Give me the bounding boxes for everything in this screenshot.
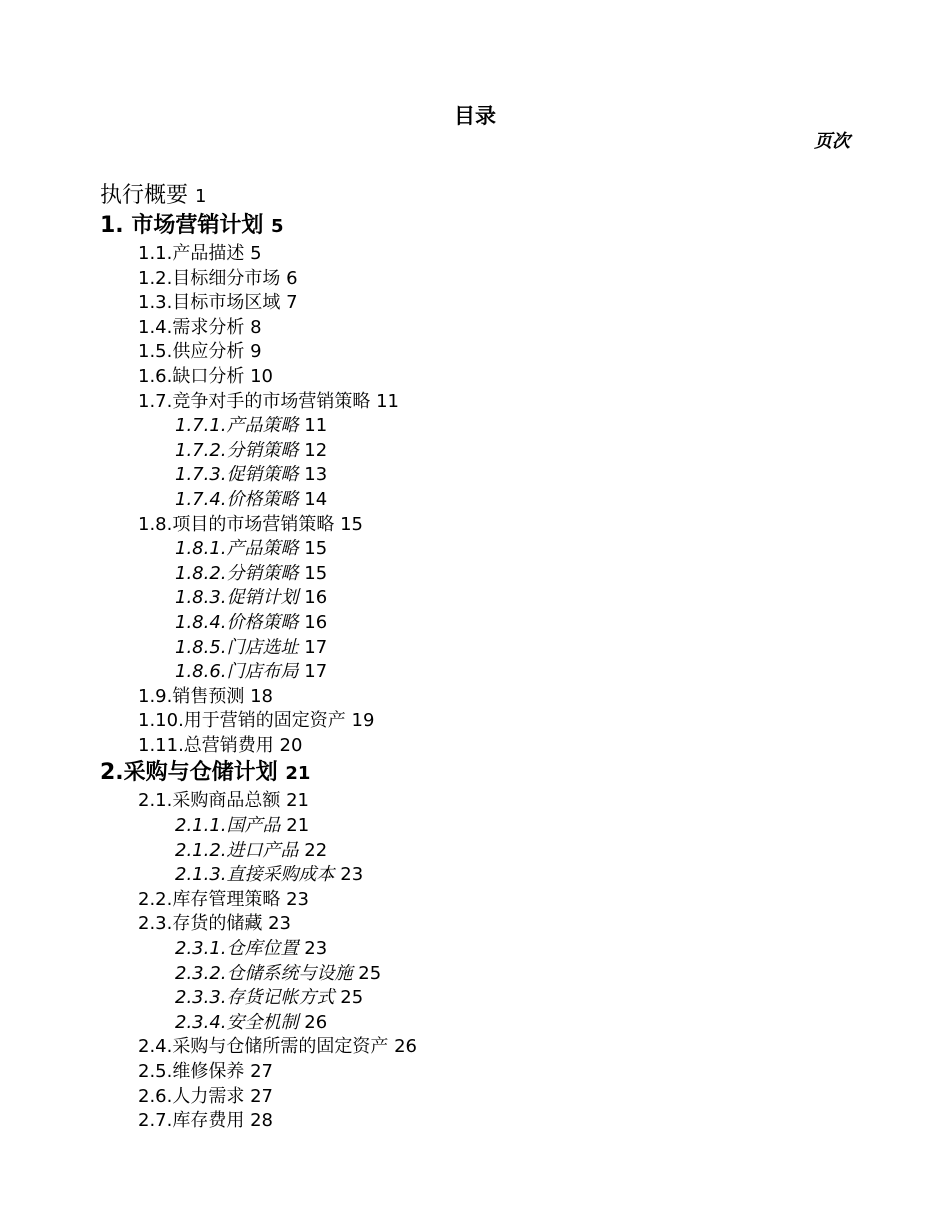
toc-entry[interactable] — [100, 636, 850, 661]
toc-entry-title: 1.7.2.分销策略 — [175, 439, 299, 461]
toc-entry[interactable] — [100, 513, 850, 538]
toc-entry-title: 2.采购与仓储计划 — [100, 760, 278, 786]
toc-entry-page-number: 26 — [394, 1036, 417, 1058]
toc-entry-title: 1.3.目标市场区域 — [138, 292, 281, 314]
toc-entry-title: 2.4.采购与仓储所需的固定资产 — [138, 1036, 389, 1058]
toc-entry-page-number: 23 — [268, 913, 291, 935]
toc-entry-title: 2.5.维修保养 — [138, 1061, 245, 1082]
toc-entry-title: 1.9.销售预测 — [138, 685, 245, 707]
toc-entry-title: 1.8.5.门店选址 — [175, 636, 299, 658]
toc-entry-page-number: 13 — [304, 464, 328, 486]
toc-entry-title: 1.8.4.价格策略 — [175, 611, 299, 633]
toc-entry[interactable] — [100, 365, 850, 390]
toc-entry-title: 执行概要 — [100, 183, 189, 208]
toc-entry[interactable] — [100, 888, 850, 913]
toc-entry-title: 1.7.3.促销策略 — [175, 464, 299, 486]
toc-entry[interactable] — [100, 1060, 850, 1085]
toc-entry[interactable] — [100, 562, 850, 587]
toc-entry-page-number: 11 — [304, 415, 328, 437]
toc-entry-title: 1.7.4.价格策略 — [175, 488, 299, 510]
toc-entry-page-number: 14 — [304, 488, 328, 510]
toc-entry-page-number: 23 — [304, 938, 328, 960]
toc-entry-page-number: 22 — [304, 839, 328, 861]
toc-entry-title: 2.3.1.仓库位置 — [175, 938, 299, 960]
toc-entry-page-number: 16 — [304, 587, 328, 609]
toc-entry[interactable] — [100, 242, 850, 267]
toc-entry-title: 2.3.2.仓储系统与设施 — [175, 962, 353, 984]
toc-entry-title: 1. 市场营销计划 — [100, 213, 264, 238]
toc-entry-page-number: 5 — [271, 216, 284, 237]
toc-entry-title: 1.8.1.产品策略 — [175, 538, 299, 560]
toc-entry-page-number: 15 — [340, 513, 363, 535]
toc-entry-title: 2.1.3.直接采购成本 — [175, 864, 335, 886]
toc-entry-page-number: 11 — [376, 390, 399, 412]
toc-entry[interactable] — [100, 267, 850, 292]
page-title: 目录 — [454, 104, 496, 128]
toc-entry-title: 1.8.6.门店布局 — [175, 661, 299, 683]
toc-entry[interactable] — [100, 1085, 850, 1110]
toc-entry[interactable] — [100, 181, 850, 211]
toc-entry[interactable] — [100, 488, 850, 513]
toc-entry[interactable] — [100, 685, 850, 710]
toc-entry[interactable] — [100, 709, 850, 734]
toc-entry-page-number: 26 — [304, 1011, 328, 1033]
toc-entry[interactable] — [100, 839, 850, 864]
toc-entry[interactable] — [100, 962, 850, 987]
toc-entry-page-number: 7 — [286, 292, 298, 314]
toc-entry-page-number: 28 — [250, 1110, 273, 1132]
page-column-label: 页次 — [814, 131, 850, 152]
toc-entry-title: 1.7.竞争对手的市场营销策略 — [138, 390, 371, 412]
toc-entry-page-number: 19 — [351, 710, 375, 732]
toc-entry[interactable] — [100, 660, 850, 685]
toc-entry[interactable] — [100, 340, 850, 365]
toc-entry-page-number: 5 — [250, 243, 262, 264]
toc-entry[interactable] — [100, 1035, 850, 1060]
table-of-contents — [100, 181, 850, 1134]
toc-entry-page-number: 20 — [279, 734, 303, 756]
toc-entry-title: 2.6.人力需求 — [138, 1085, 245, 1107]
toc-entry-page-number: 17 — [304, 636, 328, 658]
toc-entry-title: 2.1.2.进口产品 — [175, 839, 299, 861]
toc-entry-title: 1.8.3.促销计划 — [175, 587, 299, 609]
toc-entry-title: 1.1.产品描述 — [138, 243, 245, 264]
toc-entry[interactable] — [100, 463, 850, 488]
toc-entry[interactable] — [100, 611, 850, 636]
toc-entry[interactable] — [100, 439, 850, 464]
toc-entry-page-number: 27 — [250, 1085, 273, 1107]
toc-entry-page-number: 27 — [250, 1061, 273, 1082]
toc-entry-title: 2.1.1.国产品 — [175, 815, 281, 837]
toc-entry[interactable] — [100, 734, 850, 759]
toc-entry-title: 2.3.3.存货记帐方式 — [175, 987, 335, 1009]
toc-entry-title: 1.6.缺口分析 — [138, 365, 245, 387]
toc-entry-title: 2.7.库存费用 — [138, 1110, 245, 1132]
toc-entry-title: 2.1.采购商品总额 — [138, 790, 281, 812]
toc-entry-title: 1.5.供应分析 — [138, 341, 245, 363]
toc-entry-page-number: 8 — [250, 316, 262, 338]
toc-entry[interactable] — [100, 291, 850, 316]
toc-entry[interactable] — [100, 986, 850, 1011]
toc-entry-page-number: 21 — [286, 790, 309, 812]
toc-entry-page-number: 9 — [250, 341, 262, 363]
toc-entry[interactable] — [100, 937, 850, 962]
toc-entry-title: 2.3.存货的储藏 — [138, 913, 263, 935]
toc-entry[interactable] — [100, 814, 850, 839]
toc-entry-page-number: 17 — [304, 661, 328, 683]
toc-entry-title: 1.2.目标细分市场 — [138, 267, 281, 289]
toc-entry-page-number: 1 — [195, 186, 207, 207]
toc-entry-page-number: 23 — [286, 888, 309, 910]
toc-entry-page-number: 21 — [286, 815, 310, 837]
toc-entry-page-number: 21 — [285, 763, 311, 785]
toc-entry-title: 1.11.总营销费用 — [138, 734, 274, 756]
toc-entry-page-number: 15 — [304, 562, 328, 584]
toc-entry-title: 1.4.需求分析 — [138, 316, 245, 338]
toc-entry-page-number: 16 — [304, 611, 328, 633]
toc-entry-title: 1.8.2.分销策略 — [175, 562, 299, 584]
toc-entry-title: 2.3.4.安全机制 — [175, 1011, 299, 1033]
toc-entry[interactable] — [100, 390, 850, 415]
toc-entry[interactable] — [100, 789, 850, 814]
toc-entry-page-number: 23 — [340, 864, 364, 886]
toc-entry[interactable] — [100, 414, 850, 439]
toc-entry-title: 2.2.库存管理策略 — [138, 888, 281, 910]
toc-entry[interactable] — [100, 586, 850, 611]
toc-entry-page-number: 6 — [286, 267, 298, 289]
toc-entry-page-number: 10 — [250, 365, 273, 387]
toc-entry[interactable] — [100, 863, 850, 888]
toc-entry-title: 1.8.项目的市场营销策略 — [138, 513, 335, 535]
toc-entry[interactable] — [100, 1011, 850, 1036]
toc-entry-page-number: 25 — [340, 987, 364, 1009]
toc-entry[interactable] — [100, 537, 850, 562]
toc-entry[interactable] — [100, 912, 850, 937]
toc-entry[interactable] — [100, 316, 850, 341]
toc-entry[interactable] — [100, 1109, 850, 1134]
toc-entry-title: 1.7.1.产品策略 — [175, 415, 299, 437]
toc-entry-page-number: 12 — [304, 439, 328, 461]
toc-entry[interactable] — [100, 758, 850, 789]
toc-entry-title: 1.10.用于营销的固定资产 — [138, 710, 346, 732]
toc-entry-page-number: 18 — [250, 685, 273, 707]
toc-entry-page-number: 15 — [304, 538, 328, 560]
toc-entry-page-number: 25 — [358, 962, 382, 984]
toc-entry[interactable] — [100, 211, 850, 242]
